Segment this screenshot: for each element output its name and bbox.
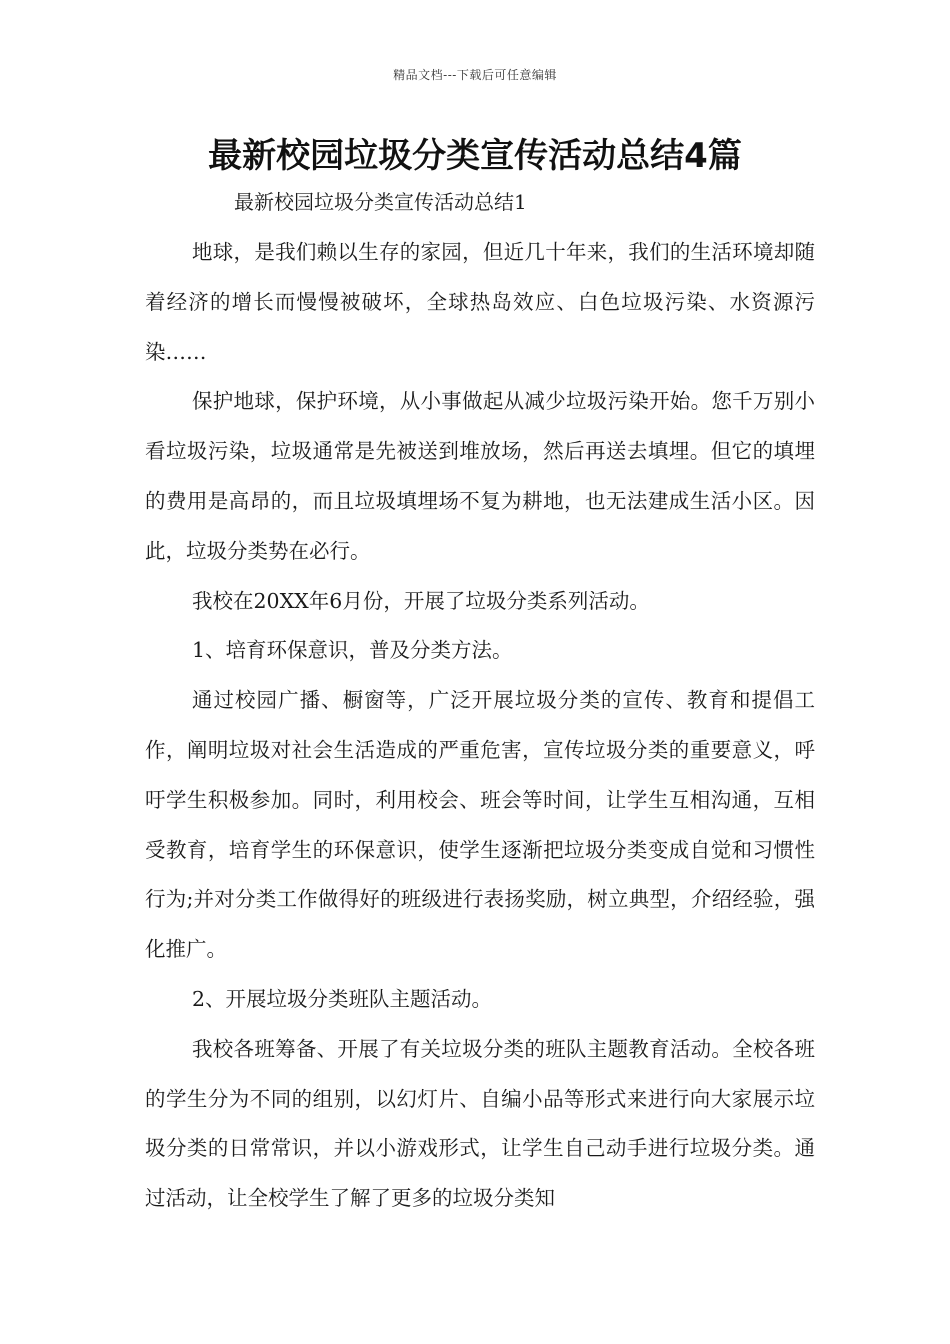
paragraph-protect-earth: 保护地球，保护环境，从小事做起从减少垃圾污染开始。您千万别小看垃圾污染，垃圾通常是先被送到堆放场，然后再送去填埋。但它的填埋的费用是高昂的，而且垃圾填埋场不复为耕地，也无法建成生活小区。因此，垃圾分类势在必行。 bbox=[145, 389, 815, 563]
paragraph-class-activity: 我校各班筹备、开展了有关垃圾分类的班队主题教育活动。全校各班的学生分为不同的组别，以幻灯片、自编小品等形式来进行向大家展示垃圾分类的日常常识，并以小游戏形式，让学生自己动手进行垃圾分类。通过活动，让全校学生了解了更多的垃圾分类知 bbox=[145, 1036, 815, 1211]
paragraph-awareness: 通过校园广播、橱窗等，广泛开展垃圾分类的宣传、教育和提倡工作，阐明垃圾对社会生活造成的严重危害，宣传垃圾分类的重要意义，呼吁学生积极参加。同时，利用校会、班会等时间，让学生互相沟通，互相受教育，培育学生的环保意识，使学生逐渐把垃圾分类变成自觉和习惯性行为;并对分类工作做得好的班级进行表扬奖励，树立典型，介绍经验，强化推广。 bbox=[145, 688, 815, 962]
paragraph-heading-1: 1、培育环保意识，普及分类方法。 bbox=[192, 638, 513, 663]
document-body bbox=[145, 228, 815, 1224]
document-title: 最新校园垃圾分类宣传活动总结4篇 bbox=[208, 136, 742, 176]
paragraph-intro: 地球，是我们赖以生存的家园，但近几十年来，我们的生活环境却随着经济的增长而慢慢被破坏，全球热岛效应、白色垃圾污染、水资源污染…… bbox=[145, 240, 815, 364]
paragraph-heading-2: 2、开展垃圾分类班队主题活动。 bbox=[192, 986, 493, 1011]
paragraph-school-activity: 我校在20XX年6月份，开展了垃圾分类系列活动。 bbox=[192, 588, 650, 613]
document-subtitle: 最新校园垃圾分类宣传活动总结1 bbox=[234, 190, 527, 214]
header-note: 精品文档---下载后可任意编辑 bbox=[393, 68, 557, 82]
